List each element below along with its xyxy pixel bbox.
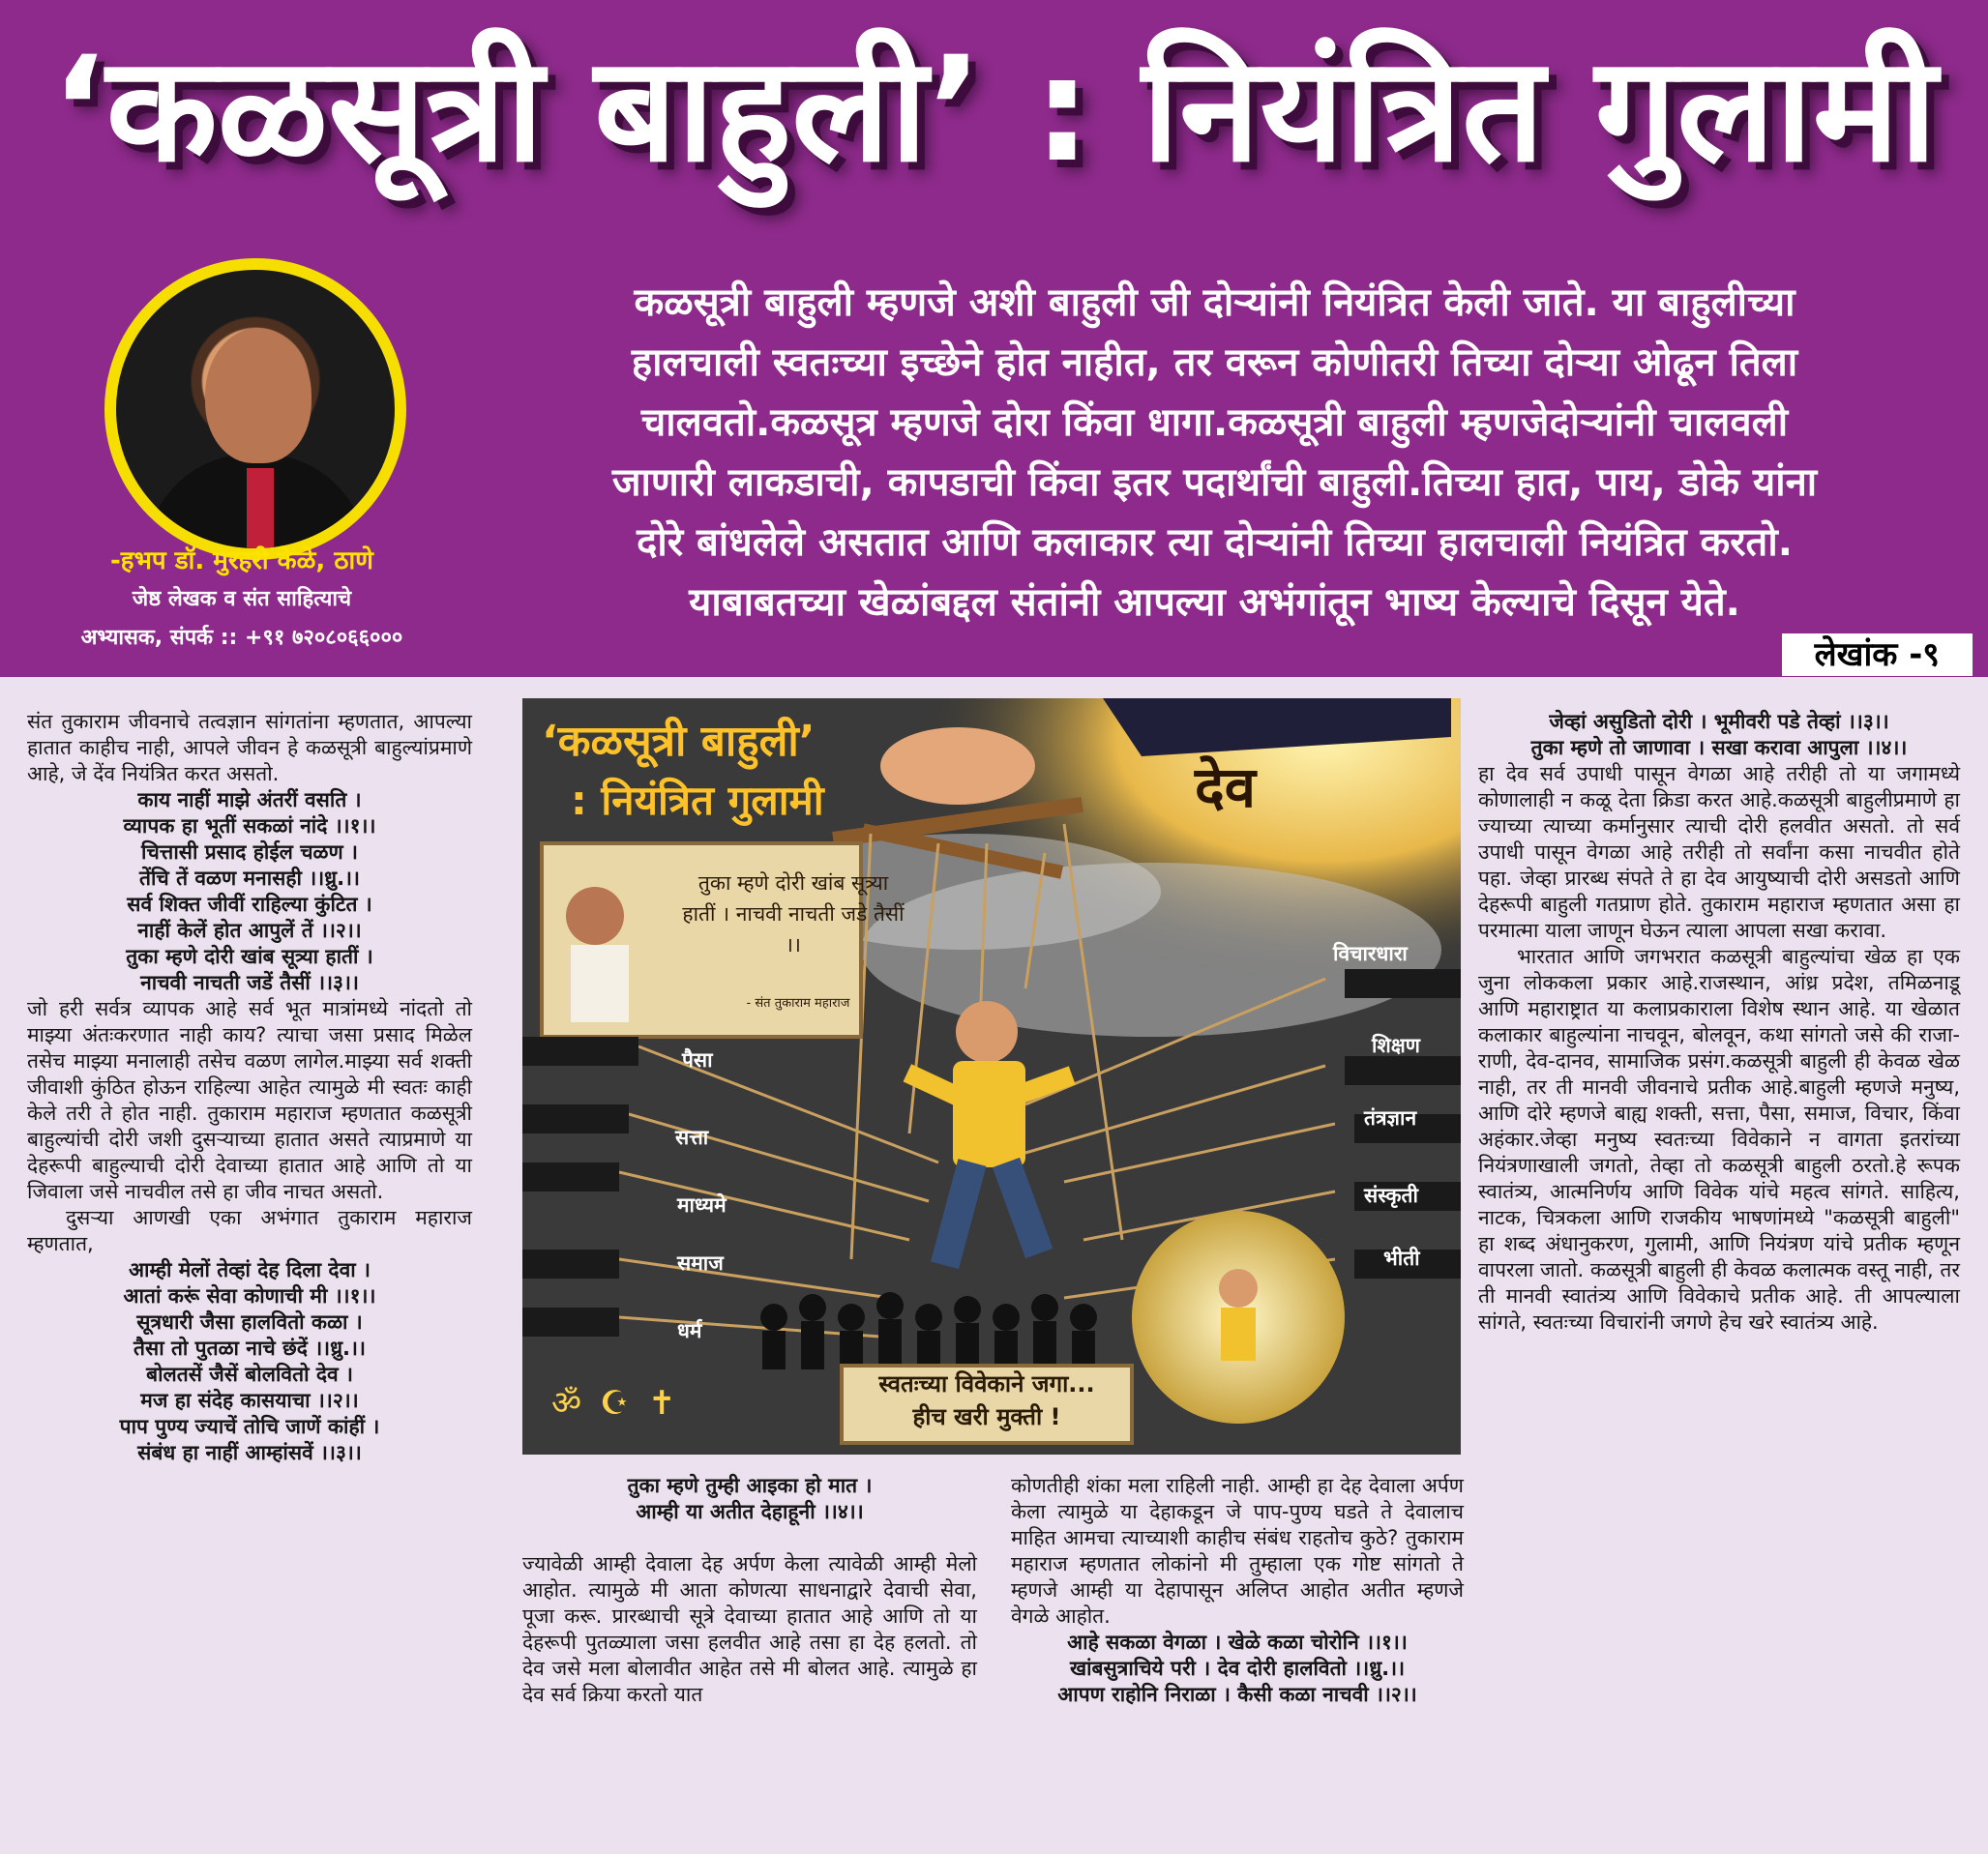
illustration-title: ‘कळसूत्री बाहुली’ <box>542 717 816 766</box>
label-bhiti: भीती <box>1383 1247 1420 1270</box>
label-paisa: पैसा <box>682 1048 713 1072</box>
illustration-dev-label: देव <box>1195 754 1257 820</box>
label-samaj: समाज <box>677 1251 724 1275</box>
cross-symbol: ✝ <box>648 1384 676 1423</box>
author-name: -हभप डॉ. मुरहरी केळे, ठाणे <box>110 546 373 575</box>
verse-line: मज हा संदेह कासयाचा ।।२।। <box>140 1389 359 1412</box>
verse-line: बोलतसें जैसें बोलवितो देव । <box>146 1363 353 1386</box>
crescent-symbol: ☪ <box>600 1384 630 1423</box>
intro-line: याबाबतच्या खेळांबद्दल संतांनी आपल्या अभंगांतून भाष्य केल्याचे दिसून येते. <box>689 580 1740 625</box>
label-shikshan: शिक्षण <box>1372 1034 1420 1057</box>
verse-line: व्यापक हा भूतीं सकळां नांदे ।।१।। <box>123 814 376 838</box>
spacer <box>522 1525 977 1551</box>
author-photo-face <box>205 328 312 463</box>
intro-line: जाणारी लाकडाची, कापडाची किंवा इतर पदार्थांची बाहुली.तिच्या हात, पाय, डोके यांना <box>611 460 1818 505</box>
headline: ‘कळसूत्री बाहुली’ : नियंत्रित गुलामी <box>50 26 1938 194</box>
verse-line: सूत्रधारी जैसा हालवितो कळा । <box>136 1310 363 1334</box>
article-column-3 <box>1011 1473 1464 1708</box>
label-satta: सत्ता <box>675 1126 709 1149</box>
verse-line: आतां करूं सेवा कोणाची मी ।।१।। <box>123 1284 376 1308</box>
author-role: जेष्ठ लेखक व संत साहित्याचे <box>132 587 352 611</box>
verse-line: तैसा तो पुतळा नाचे छंदें ।।ध्रु.।। <box>134 1337 366 1360</box>
illustration-banner <box>842 1368 1132 1433</box>
verse-line: नाचवी नाचती जडें तैसीं ।।३।। <box>140 971 359 994</box>
author-photo <box>104 258 406 560</box>
author-contact: अभ्यासक, संपर्क :: +९१ ७२०८०६६००० <box>80 626 403 650</box>
intro-line: दोरे बांधलेले असतात आणि कलाकार त्या दोऱ्यांनी तिच्या हालचाली नियंत्रित करतो. <box>637 520 1793 565</box>
verse-line: खांबसुत्राचिये परी । देव दोरी हालवितो ।।ध्रु.।। <box>1069 1657 1406 1680</box>
article-column-4 <box>1478 709 1960 1336</box>
verse-line: नाहीं केलें होत आपुलें तें ।।२।। <box>137 919 362 942</box>
scroll-credit: - संत तुकाराम महाराज <box>746 996 850 1011</box>
label-sanskruti: संस्कृती <box>1364 1184 1418 1207</box>
verse-line: तुका म्हणे दोरी खांब सूत्र्या हातीं । <box>126 945 373 968</box>
verse-line: तेंचि तें वळण मनासही ।।ध्रु.।। <box>139 867 360 890</box>
banner-line: हीच खरी मुक्ती ! <box>912 1403 1061 1430</box>
puppet-illustration <box>522 698 1461 1455</box>
label-dharma: धर्म <box>677 1319 702 1342</box>
verse-line: संबंध हा नाहीं आम्हांसवें ।।३।। <box>137 1441 362 1464</box>
article-paragraph: भारतात आणि जगभरात कळसूत्री बाहुल्यांचा खेळ हा एक जुना लोककला प्रकार आहे.राजस्थान, आंध्र प्रदेश, तमिळनाडू आणि महाराष्ट्रात या कलाप्रकाराला विशेष स्थान आहे. या खेळात कलाकार बाहुल्यांना नाचवून, बोलवून, कथा सांगतो जसे की राजा-राणी, देव-दानव, सामाजिक प्रसंग.कळसूत्री बाहुली ही केवळ खेळ नाही, तर ती मानवी जीवनाचे प्रतीक आहे.बाहुली म्हणजे मनुष्य, आणि दोरे म्हणजे बाह्य शक्ती, सत्ता, पैसा, समाज, विचार, किंवा अहंकार.जेव्हा मनुष्य स्वतःच्या विवेकाने न वागता इतरांच्या नियंत्रणाखाली जगतो, तेव्हा तो कळसूत्री बाहुली ठरतो.हे रूपक स्वातंत्र्य, आत्मनिर्णय आणि विवेक यांचे महत्व सांगते. साहित्य, नाटक, चित्रकला आणि राजकीय भाषणांमध्ये "कळसूत्री बाहुली" हा शब्द अंधानुकरण, गुलामी, आणि नियंत्रण यांचे प्रतीक म्हणून वापरला जातो. कळसूत्री बाहुली ही केवळ कलात्मक वस्तू नाही, तर ती मानवी स्वातंत्र्य आणि विवेकाचे प्रतीक आहे. ती आपल्याला सांगते, स्वतःच्या विचारांनी जगणे हेच खरे स्वातंत्र्य आहे. <box>1478 945 1960 1334</box>
verse-line: आम्ही या अतीत देहाहूनी ।।४।। <box>636 1500 864 1523</box>
series-tag: लेखांक -९ <box>1782 633 1973 676</box>
article-paragraph: जो हरी सर्वत्र व्यापक आहे सर्व भूत मात्रांमध्ये नांदतो तो माझ्या अंतःकरणात नाही काय? त्याचा जसा प्रसाद मिळेल तसेच माझ्या मनालाही तसेच वळण लागेल.माझ्या सर्व शक्ती जीवाशी कुंठित होऊन राहिल्या आहेत त्यामुळे मी स्वतः काही केले तरी ते होत नाही. तुकाराम महाराज म्हणतात कळसूत्री बाहुल्यांची दोरी जशी दुसऱ्याच्या हातात असते त्याप्रमाणे या देहरूपी बाहुल्याची दोरी देवाच्या हातात आहे आणि तो या जिवाला जसे नाचवील तसे हा जीव नाचत असतो. <box>27 997 472 1203</box>
article-paragraph: दुसऱ्या आणखी एका अभंगात तुकाराम महाराज म्हणतात, <box>27 1206 472 1255</box>
verse-line: काय नाहीं माझे अंतरीं वसति । <box>137 788 362 811</box>
label-madhyame: माध्यमे <box>677 1193 727 1217</box>
verse-line: पाप पुण्य ज्याचें तोचि जाणें कांहीं । <box>119 1415 380 1438</box>
verse-line: जेव्हां असुडितो दोरी । भूमीवरी पडे तेव्हां ।।३।। <box>1549 710 1889 733</box>
verse-line: आपण राहोनि निराळा । कैसी कळा नाचवी ।।२।। <box>1057 1683 1417 1706</box>
label-vichardhara: विचारधारा <box>1333 942 1408 965</box>
banner-line: स्वतःच्या विवेकाने जगा... <box>878 1370 1095 1398</box>
verse-line: सर्व शिक्त जीवीं राहिल्या कुंटित । <box>127 893 372 916</box>
verse-line: आहे सकळा वेगळा । खेळे कळा चोरोनि ।।१।। <box>1067 1631 1408 1654</box>
label-tantradnyan: तंत्रज्ञान <box>1364 1106 1417 1130</box>
intro-line: चालवतो.कळसूत्र म्हणजे दोरा किंवा धागा.कळसूत्री बाहुली म्हणजेदोऱ्यांनी चालवली <box>640 400 1789 445</box>
verse-line: चित्तासी प्रसाद होईल चळण । <box>141 840 358 864</box>
author-block <box>39 542 445 658</box>
article-paragraph: संत तुकाराम जीवनाचे तत्वज्ञान सांगतांना म्हणतात, आपल्या हातात काहीच नाही, आपले जीवन हे कळसूत्री बाहुल्यांप्रमाणे आहे, जे देंव नियंत्रित करत असतो. <box>27 710 472 785</box>
intro-line: हालचाली स्वतःच्या इच्छेने होत नाहीत, तर वरून कोणीतरी तिच्या दोऱ्या ओढून तिला <box>631 340 1798 385</box>
illustration-subtitle: : नियंत्रित गुलामी <box>571 777 824 824</box>
article-paragraph: हा देव सर्व उपाधी पासून वेगळा आहे तरीही तो या जगामध्ये कोणालाही न कळू देता क्रिडा करत आहे.कळसूत्री बाहुलीप्रमाणे हा ज्याच्या त्याच्या कर्मानुसार त्याची दोरी हलवीत असतो. तो सर्व उपाधी पासून वेगळा आहे तरीही तो सर्वांना कसा नाचवीत होते पहा. जेव्हा प्रारब्ध संपते ते हा देव आयुष्याची दोरी असडतो आणि देहरूपी बाहुली गतप्राण होते. तुकाराम महाराज म्हणतात असा हा परमात्मा याला जाणून घेऊन त्याला आपला सखा करावा. <box>1478 762 1960 942</box>
article-column-1 <box>27 709 472 1466</box>
intro-text <box>462 273 1967 633</box>
verse-line: तुका म्हणे तो जाणावा । सखा करावा आपुला ।।४।। <box>1530 736 1908 759</box>
article-column-2 <box>522 1473 977 1708</box>
article-paragraph: ज्यावेळी आम्ही देवाला देह अर्पण केला त्यावेळी आम्ही मेलो आहोत. त्यामुळे मी आता कोणत्या साधनाद्वारे देवाची सेवा, पूजा करू. प्रारब्धाची सूत्रे देवाच्या हातात आहे आणि तो या देहरूपी पुतळ्याला जसा हलवीत आहे तसा हा देह हलतो. तो देव जसे मला बोलावीत आहेत तसे मी बोलत आहे. त्यामुळे हा देव सर्व क्रिया करतो यात <box>522 1552 977 1706</box>
scroll-verse: तुका म्हणे दोरी खांब सूत्र्या हातीं । नाचवी नाचती जडे तैसीं ।। <box>682 871 905 956</box>
verse-line: तुका म्हणे तुम्ही आइका हो मात । <box>627 1474 873 1497</box>
article-paragraph: कोणतीही शंका मला राहिली नाही. आम्ही हा देह देवाला अर्पण केला त्यामुळे या देहाकडून जे पाप-पुण्य घडते ते देवालाच माहित आमचा त्याच्याशी काहीच संबंध राहतोच कुठे? तुकाराम महाराज म्हणतात लोकांनो मी तुम्हाला एक गोष्ट सांगतो ते म्हणजे आम्ही या देहापासून अलिप्त आहोत अतीत म्हणजे वेगळे आहोत. <box>1011 1474 1464 1628</box>
om-symbol: ॐ <box>551 1384 582 1423</box>
intro-line: कळसूत्री बाहुली म्हणजे अशी बाहुली जी दोऱ्यांनी नियंत्रित केली जाते. या बाहुलीच्या <box>634 280 1795 325</box>
verse-line: आम्ही मेलों तेव्हां देह दिला देवा । <box>129 1258 371 1281</box>
